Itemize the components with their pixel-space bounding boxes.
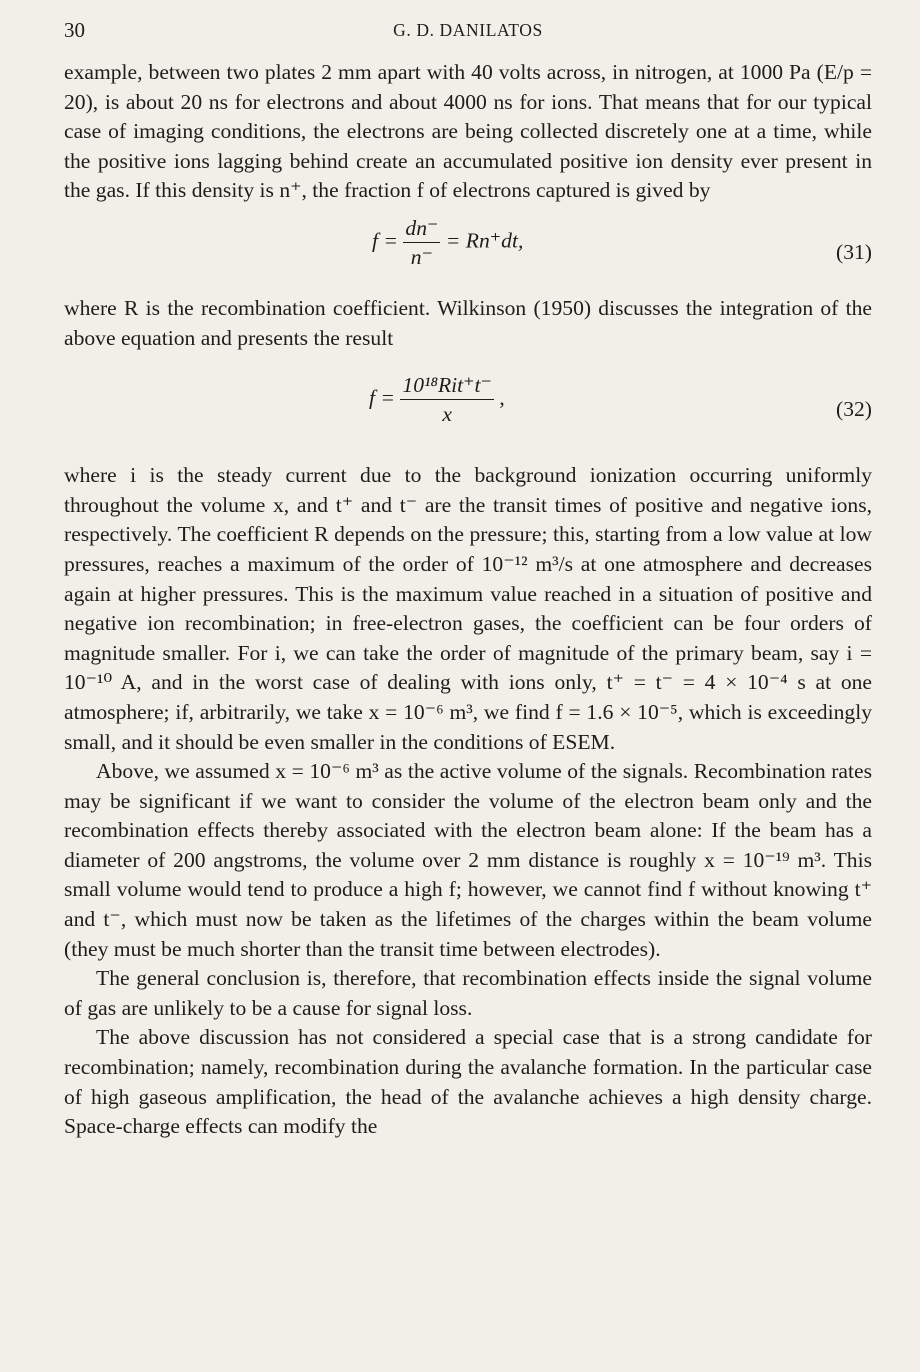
equation-31: [64, 206, 872, 294]
equation-31-denominator: n⁻: [410, 244, 433, 269]
equation-32: [64, 353, 872, 461]
equation-32-fraction: [400, 371, 494, 428]
equation-32-number: (32): [836, 397, 872, 422]
paragraph-6: The above discussion has not considered a special case that is a strong candidate for recombination; namely, recombination during the avalanche formation. In the particular case of high gaseous amplification, the head of the avalanche achieves a high density charge. Space-charge effects can modify the: [64, 1025, 872, 1139]
equation-32-denominator: x: [442, 402, 452, 427]
equation-31-lhs: f =: [372, 228, 398, 253]
equation-31-fraction: [403, 214, 440, 271]
paragraph-4: Above, we assumed x = 10⁻⁶ m³ as the active volume of the signals. Recombination rates may be significant if we want to consider the volume of the electron beam only and the recombination effects thereby associated with the electron beam alone: If the beam has a diameter of 200 angstroms, the volume over 2 mm distance is roughly x = 10⁻¹⁹ m³. This small volume would tend to produce a high f; however, we cannot find f without knowing t⁺ and t⁻, which must now be taken as the lifetimes of the charges within the beam volume (they must be much shorter than the transit time between electrodes).: [64, 759, 872, 961]
running-header: [64, 18, 872, 58]
equation-32-expression: [369, 371, 505, 428]
equation-31-number: (31): [836, 239, 872, 264]
body-text: [64, 58, 872, 1142]
paragraph-5: The general conclusion is, therefore, that recombination effects inside the signal volume of gas are unlikely to be a cause for signal loss.: [64, 966, 872, 1020]
equation-32-numerator: 10¹⁸Rit⁺t⁻: [400, 371, 494, 400]
page-number: 30: [64, 18, 85, 42]
equation-32-rhs: ,: [499, 385, 505, 410]
equation-31-numerator: dn⁻: [403, 214, 440, 243]
equation-31-rhs: = Rn⁺dt,: [445, 228, 524, 253]
book-page: [64, 18, 872, 1142]
running-title: G. D. DANILATOS: [393, 20, 543, 40]
equation-32-lhs: f =: [369, 385, 395, 410]
paragraph-1: example, between two plates 2 mm apart with 40 volts across, in nitrogen, at 1000 Pa (E/p = 20), is about 20 ns for electrons and about 4000 ns for ions. That means that for our typical case of imaging conditions, the electrons are being collected discretely one at a time, while the positive ions lagging behind create an accumulated positive ion density ever present in the gas. If this density is n⁺, the fraction f of electrons captured is gived by: [64, 60, 872, 203]
paragraph-3: where i is the steady current due to the background ionization occurring uniformly throughout the volume x, and t⁺ and t⁻ are the transit times of positive and negative ions, respectively. The coefficient R depends on the pressure; this, starting from a low value at low pressures, reaches a maximum of the order of 10⁻¹² m³/s at one atmosphere and decreases again at higher pressures. This is the maximum value reached in a situation of positive and negative ion recombination; in free-electron gases, the coefficient can be four orders of magnitude smaller. For i, we can take the order of magnitude of the primary beam, say i = 10⁻¹⁰ A, and in the worst case of dealing with ions only, t⁺ = t⁻ = 4 × 10⁻⁴ s at one atmosphere; if, arbitrarily, we take x = 10⁻⁶ m³, we find f = 1.6 × 10⁻⁵, which is exceedingly small, and it should be even smaller in the conditions of ESEM.: [64, 463, 872, 754]
paragraph-2: where R is the recombination coefficient. Wilkinson (1950) discusses the integration of the above equation and presents the result: [64, 295, 872, 350]
equation-31-expression: [372, 214, 523, 271]
